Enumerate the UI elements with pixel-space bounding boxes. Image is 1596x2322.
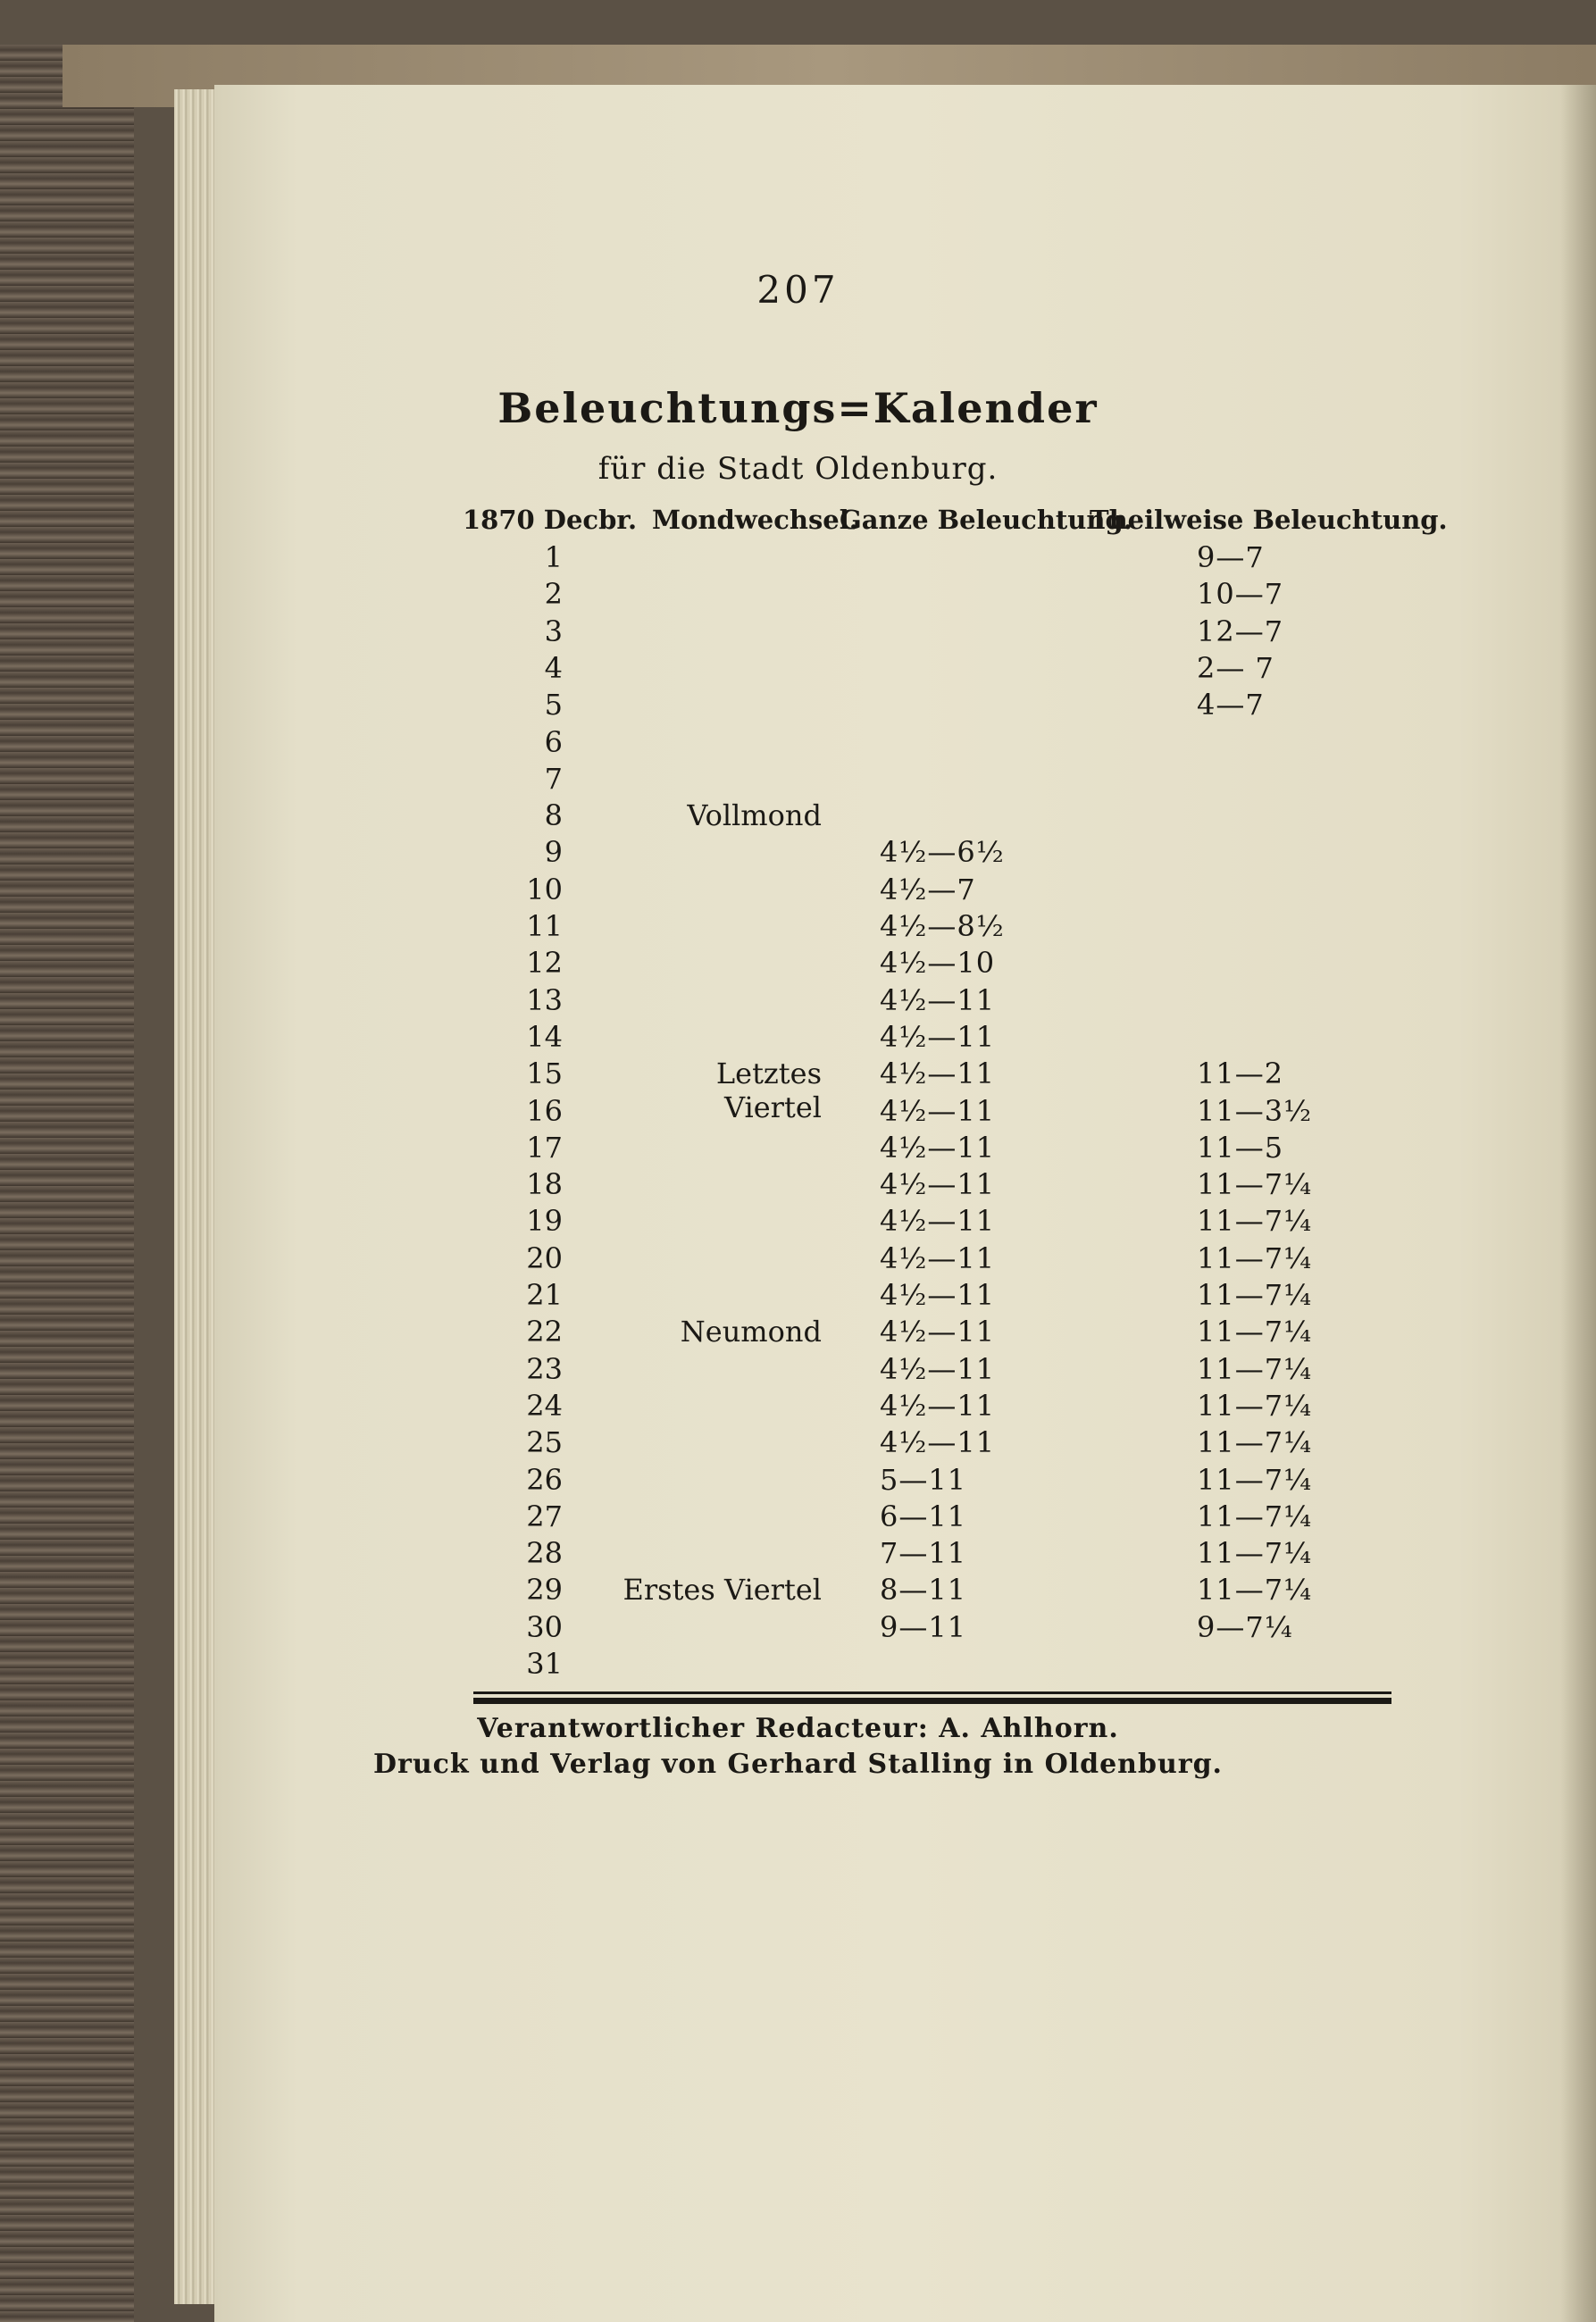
day-cell: 5: [544, 688, 563, 722]
full-lighting-cell: 4½—11: [880, 1093, 996, 1128]
table-row: [0, 1204, 1596, 1240]
table-row: [0, 1352, 1596, 1389]
table-row: [0, 1131, 1596, 1167]
table-row: [0, 873, 1596, 909]
full-lighting-cell: 4½—11: [880, 1315, 996, 1349]
full-lighting-cell: 4½—10: [880, 946, 996, 981]
partial-lighting-cell: 11—7¼: [1197, 1315, 1313, 1349]
full-lighting-cell: 9—11: [880, 1609, 967, 1644]
table-row: [0, 1241, 1596, 1278]
partial-lighting-cell: 11—7¼: [1197, 1499, 1313, 1533]
day-cell: 16: [526, 1093, 563, 1128]
day-cell: 13: [526, 982, 563, 1017]
day-cell: 19: [526, 1204, 563, 1239]
table-row: [0, 1278, 1596, 1315]
full-lighting-cell: 8—11: [880, 1573, 967, 1608]
day-cell: 27: [526, 1499, 563, 1533]
table-row: [0, 1389, 1596, 1425]
header-moon-phase: Mondwechsel.: [652, 505, 858, 535]
partial-lighting-cell: 11—5: [1197, 1130, 1284, 1165]
page-subtitle: für die Stadt Oldenburg.: [597, 451, 999, 487]
day-cell: 6: [544, 724, 563, 759]
day-cell: 15: [526, 1057, 563, 1091]
day-cell: 21: [526, 1278, 563, 1312]
full-lighting-cell: 4½—11: [880, 1019, 996, 1054]
full-lighting-cell: 4½—7: [880, 872, 976, 906]
table-row: [0, 725, 1596, 762]
day-cell: 12: [526, 946, 563, 981]
header-partial-lighting: Theilweise Beleuchtung.: [1090, 505, 1448, 535]
table-row: [0, 651, 1596, 688]
table-row: [0, 1573, 1596, 1609]
table-row: [0, 614, 1596, 651]
page-number: 207: [756, 268, 840, 312]
full-lighting-cell: 4½—11: [880, 1204, 996, 1239]
partial-lighting-cell: 11—7¼: [1197, 1351, 1313, 1386]
day-cell: 25: [526, 1425, 563, 1460]
day-cell: 4: [544, 650, 563, 685]
partial-lighting-cell: 11—2: [1197, 1057, 1284, 1091]
day-cell: 1: [544, 540, 563, 574]
day-cell: 23: [526, 1351, 563, 1386]
table-row: [0, 1610, 1596, 1647]
partial-lighting-cell: 2— 7: [1197, 650, 1274, 685]
moon-phase-cell: Letztes Viertel: [715, 1057, 822, 1125]
table-row: [0, 1647, 1596, 1683]
partial-lighting-cell: 12—7: [1197, 614, 1284, 648]
table-row: [0, 1315, 1596, 1351]
day-cell: 7: [544, 761, 563, 796]
day-cell: 11: [526, 909, 563, 943]
day-cell: 30: [526, 1609, 563, 1644]
partial-lighting-cell: 11—7¼: [1197, 1204, 1313, 1239]
page-title: Beleuchtungs=Kalender: [497, 384, 1099, 432]
day-cell: 8: [544, 798, 563, 833]
full-lighting-cell: 4½—8½: [880, 909, 1005, 943]
table-row: [0, 688, 1596, 724]
partial-lighting-cell: 4—7: [1197, 688, 1265, 722]
table-row: [0, 1094, 1596, 1131]
table-row: [0, 909, 1596, 946]
full-lighting-cell: 4½—11: [880, 1167, 996, 1202]
day-cell: 17: [526, 1130, 563, 1165]
partial-lighting-cell: 9—7¼: [1197, 1609, 1293, 1644]
full-lighting-cell: 4½—11: [880, 1240, 996, 1275]
full-lighting-cell: 5—11: [880, 1462, 967, 1497]
full-lighting-cell: 4½—11: [880, 982, 996, 1017]
table-row: [0, 1167, 1596, 1204]
footer-rule-thin: [473, 1691, 1391, 1694]
partial-lighting-cell: 11—3½: [1197, 1093, 1313, 1128]
day-cell: 29: [526, 1573, 563, 1608]
moon-phase-cell: Vollmond: [687, 798, 822, 833]
day-cell: 24: [526, 1388, 563, 1423]
full-lighting-cell: 4½—11: [880, 1388, 996, 1423]
moon-phase-cell: Erstes Viertel: [623, 1573, 822, 1608]
day-cell: 31: [526, 1647, 563, 1681]
table-row: [0, 1463, 1596, 1499]
table-row: [0, 946, 1596, 982]
table-row: [0, 835, 1596, 872]
day-cell: 14: [526, 1019, 563, 1054]
day-cell: 18: [526, 1167, 563, 1202]
day-cell: 9: [544, 835, 563, 870]
table-row: [0, 762, 1596, 798]
table-row: [0, 1425, 1596, 1462]
editor-line: Verantwortlicher Redacteur: A. Ahlhorn.: [477, 1713, 1119, 1744]
full-lighting-cell: 4½—11: [880, 1130, 996, 1165]
full-lighting-cell: 7—11: [880, 1536, 967, 1571]
full-lighting-cell: 4½—11: [880, 1057, 996, 1091]
partial-lighting-cell: 11—7¼: [1197, 1425, 1313, 1460]
full-lighting-cell: 4½—11: [880, 1278, 996, 1312]
day-cell: 2: [544, 577, 563, 612]
partial-lighting-cell: 11—7¼: [1197, 1536, 1313, 1571]
table-row: [0, 983, 1596, 1020]
partial-lighting-cell: 11—7¼: [1197, 1573, 1313, 1608]
partial-lighting-cell: 10—7: [1197, 577, 1284, 612]
partial-lighting-cell: 9—7: [1197, 540, 1265, 574]
header-year-month: 1870 Decbr.: [463, 505, 638, 535]
day-cell: 3: [544, 614, 563, 648]
day-cell: 10: [526, 872, 563, 906]
day-cell: 26: [526, 1462, 563, 1497]
table-row: [0, 798, 1596, 835]
full-lighting-cell: 4½—11: [880, 1425, 996, 1460]
table-row: [0, 577, 1596, 614]
moon-phase-cell: Neumond: [680, 1315, 822, 1349]
partial-lighting-cell: 11—7¼: [1197, 1388, 1313, 1423]
day-cell: 28: [526, 1536, 563, 1571]
partial-lighting-cell: 11—7¼: [1197, 1240, 1313, 1275]
full-lighting-cell: 6—11: [880, 1499, 967, 1533]
table-row: [0, 1536, 1596, 1573]
table-row: [0, 540, 1596, 577]
footer-rule-thick: [473, 1698, 1391, 1704]
table-row: [0, 1020, 1596, 1057]
day-cell: 20: [526, 1240, 563, 1275]
header-full-lighting: Ganze Beleuchtung.: [840, 505, 1132, 535]
table-row: [0, 1499, 1596, 1536]
day-cell: 22: [526, 1315, 563, 1349]
partial-lighting-cell: 11—7¼: [1197, 1278, 1313, 1312]
full-lighting-cell: 4½—6½: [880, 835, 1005, 870]
full-lighting-cell: 4½—11: [880, 1351, 996, 1386]
partial-lighting-cell: 11—7¼: [1197, 1167, 1313, 1202]
partial-lighting-cell: 11—7¼: [1197, 1462, 1313, 1497]
publisher-line: Druck und Verlag von Gerhard Stalling in Oldenburg.: [373, 1749, 1223, 1780]
